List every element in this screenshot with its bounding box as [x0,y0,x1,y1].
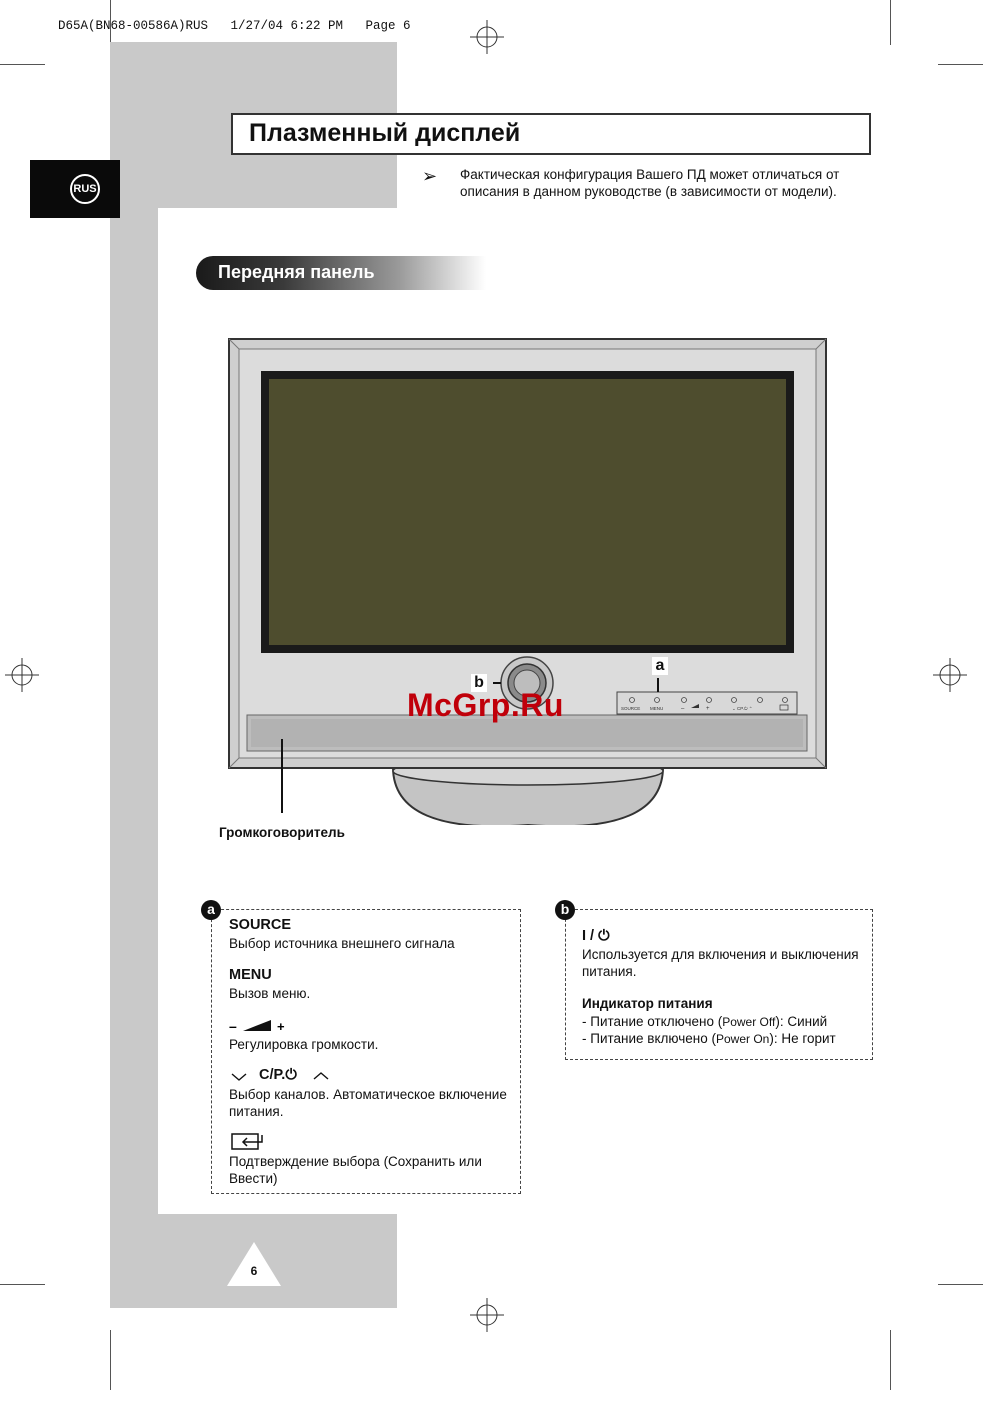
power-heading: I / ⏻ [582,928,610,944]
tv-illustration [225,335,831,825]
registration-mark-top [470,20,504,54]
volume-description: Регулировка громкости. [229,1037,379,1052]
language-badge: RUS [70,174,100,204]
registration-mark-left [5,658,39,692]
svg-text:SOURCE: SOURCE [621,706,641,711]
indicator-heading: Индикатор питания [582,996,713,1011]
volume-heading [229,1018,309,1034]
menu-heading: MENU [229,967,272,983]
page-title: Плазменный дисплей [249,119,521,147]
tv-screen [269,379,786,645]
box-a-badge: a [201,900,221,920]
note-arrow-icon: ➢ [422,166,438,186]
svg-text:+: + [277,1019,285,1034]
channel-down-icon [229,1071,249,1083]
channel-heading [229,1067,349,1085]
note-text: Фактическая конфигурация Вашего ПД может отличаться от описания в данном руководстве (в зависимости от модели). [460,167,840,199]
registration-mark-right [933,658,967,692]
callout-b-label: b [471,674,487,692]
callout-a-label: a [652,657,668,675]
svg-text:MENU: MENU [650,706,664,711]
indicator-off-line: - Питание отключено (Power Off): Синий [582,1014,828,1029]
svg-text:⌄ CP.⏻ ⌃: ⌄ CP.⏻ ⌃ [732,706,753,711]
speaker-label: Громкоговоритель [219,825,345,840]
svg-text:–: – [681,706,685,712]
enter-description: Подтверждение выбора (Сохранить или Ввести) [229,1154,482,1186]
box-b-badge: b [555,900,575,920]
section-title: Передняя панель [218,262,375,282]
language-tab [30,160,120,218]
section-header [196,256,486,290]
power-description: Используется для включения и выключения питания. [582,947,859,979]
print-header: D65A(BN68-00586A)RUS 1/27/04 6:22 PM Page 6 [58,19,411,33]
channel-up-icon [311,1070,331,1082]
channel-label: C/P.⏻ [259,1067,297,1083]
menu-description: Вызов меню. [229,986,311,1001]
registration-mark-bottom [470,1298,504,1332]
enter-icon [231,1131,265,1151]
page-number: 6 [250,1264,258,1278]
page-title-box [231,113,871,155]
watermark: McGrp.Ru [407,687,564,723]
svg-text:–: – [229,1018,237,1034]
source-description: Выбор источника внешнего сигнала [229,936,455,951]
svg-text:+: + [706,706,710,712]
indicator-on-line: - Питание включено (Power On): Не горит [582,1031,836,1046]
gray-band-left [110,42,158,1308]
volume-icon [229,1018,299,1034]
channel-description: Выбор каналов. Автоматическое включение питания. [229,1087,507,1119]
source-heading: SOURCE [229,917,292,933]
